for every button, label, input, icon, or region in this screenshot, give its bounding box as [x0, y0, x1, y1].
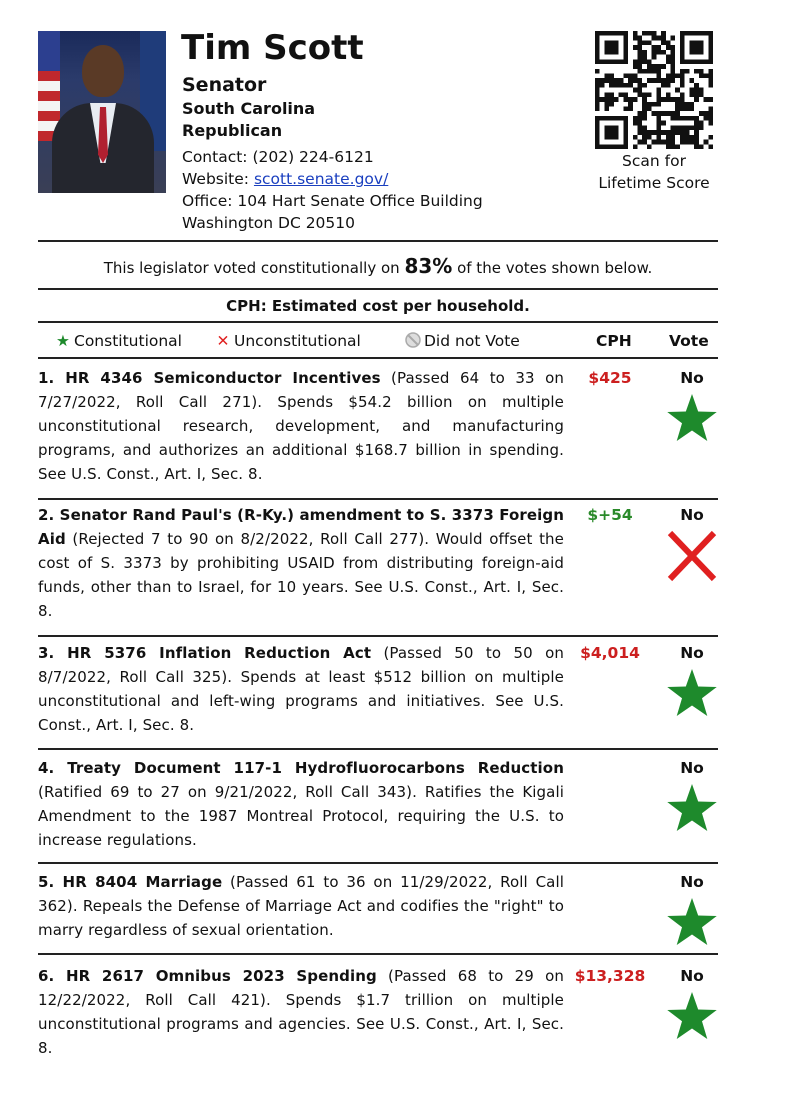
- legislator-title: Senator: [182, 74, 267, 96]
- summary-prefix: This legislator voted constitutionally on: [103, 259, 405, 277]
- star-icon: [664, 665, 720, 721]
- constitutional-score-summary: [38, 252, 718, 282]
- vote-description: [38, 756, 564, 852]
- vote-details: (Passed 68 to 29 on 12/22/2022, Roll Call 421). Spends $1.7 trillion on multiple unconstitutional programs and agencies. See U.S. Const., Art. I, Sec. 8.: [38, 967, 564, 1057]
- legislator-photo: [38, 31, 166, 193]
- legend-constitutional-label: Constitutional: [74, 332, 182, 350]
- column-header-cph: CPH: [596, 332, 632, 350]
- vote-title: 6. HR 2617 Omnibus 2023 Spending: [38, 967, 377, 985]
- vote-details: (Passed 50 to 50 on 8/7/2022, Roll Call 325). Spends at least $512 billion on multiple unconstitutional and left-wing programs and initiatives. See U.S. Const., Art. I, Sec. 8.: [38, 644, 564, 734]
- portrait-head: [82, 45, 124, 97]
- divider: [38, 321, 718, 323]
- vote-label: No: [680, 644, 704, 662]
- vote-cph: $4,014: [580, 644, 640, 662]
- vote-cph: $13,328: [574, 967, 646, 985]
- vote-details: (Passed 61 to 36 on 11/29/2022, Roll Call 362). Repeals the Defense of Marriage Act and codifies the "right" to marry regardless of sexual orientation.: [38, 873, 564, 939]
- vote-label: No: [680, 759, 704, 777]
- contact-phone: Contact: (202) 224-6121: [182, 148, 374, 166]
- vote-description: [38, 964, 564, 1060]
- office-address-line2: Washington DC 20510: [182, 214, 356, 232]
- x-icon: [664, 527, 720, 583]
- star-icon: [664, 988, 720, 1044]
- vote-details: (Rejected 7 to 90 on 8/2/2022, Roll Call 277). Would offset the cost of S. 3373 by prohibiting USAID from distributing foreign-aid funds, other than to Israel, for 10 years. See U.S. Const., Art. I, Sec. 8.: [38, 530, 564, 620]
- star-icon: [664, 390, 720, 446]
- qr-caption-line2: Lifetime Score: [598, 174, 710, 192]
- qr-code-icon[interactable]: [595, 31, 713, 149]
- vote-label: No: [680, 873, 704, 891]
- legend-unconstitutional: [212, 329, 361, 353]
- score-percent: 83%: [404, 254, 453, 278]
- vote-title: 3. HR 5376 Inflation Reduction Act: [38, 644, 372, 662]
- website-link[interactable]: scott.senate.gov/: [253, 170, 389, 188]
- qr-caption-line1: Scan for: [622, 152, 686, 170]
- divider: [38, 240, 718, 242]
- divider: [38, 862, 718, 864]
- summary-suffix: of the votes shown below.: [452, 259, 653, 277]
- divider: [38, 748, 718, 750]
- vote-title: 5. HR 8404 Marriage: [38, 873, 223, 891]
- x-icon: ✕: [216, 332, 230, 350]
- qr-caption: [580, 150, 728, 194]
- legend-did-not-vote-label: Did not Vote: [424, 332, 520, 350]
- divider: [38, 357, 718, 359]
- vote-label: No: [680, 506, 704, 524]
- vote-details: (Ratified 69 to 27 on 9/21/2022, Roll Call 343). Ratifies the Kigali Amendment to the 1987 Montreal Protocol, requiring the U.S. to increase regulations.: [38, 783, 564, 849]
- legend-did-not-vote: [402, 329, 520, 353]
- column-header-vote: Vote: [669, 332, 709, 350]
- vote-title: 4. Treaty Document 117-1 Hydrofluorocarbons Reduction: [38, 759, 564, 777]
- star-icon: [664, 894, 720, 950]
- vote-label: No: [680, 967, 704, 985]
- vote-description: [38, 870, 564, 942]
- star-icon: [664, 780, 720, 836]
- legend-constitutional: [52, 329, 182, 353]
- divider: [38, 288, 718, 290]
- vote-details: (Passed 64 to 33 on 7/27/2022, Roll Call 271). Spends $54.2 billion on multiple unconstitutional research, development, and manufacturing programs, and authorizes an additional $168.7 billion in spending. See U.S. Const., Art. I, Sec. 8.: [38, 369, 564, 483]
- vote-label: No: [680, 369, 704, 387]
- divider: [38, 498, 718, 500]
- vote-cph: $+54: [587, 506, 633, 524]
- cph-heading: CPH: Estimated cost per household.: [226, 297, 530, 315]
- vote-description: [38, 503, 564, 623]
- legislator-party: Republican: [182, 121, 283, 140]
- website-label: Website:: [182, 170, 254, 188]
- website-line: [182, 168, 388, 190]
- legislator-state: South Carolina: [182, 99, 316, 118]
- vote-description: [38, 366, 564, 486]
- divider: [38, 635, 718, 637]
- legislator-name: Tim Scott: [181, 28, 364, 68]
- vote-description: [38, 641, 564, 737]
- did-not-vote-icon: [402, 329, 424, 353]
- vote-title: 1. HR 4346 Semiconductor Incentives: [38, 369, 381, 387]
- vote-cph: $425: [588, 369, 632, 387]
- divider: [38, 953, 718, 955]
- star-icon: ★: [56, 332, 70, 350]
- vote-title: 2. Senator Rand Paul's (R-Ky.) amendment to S. 3373 Foreign Aid: [38, 506, 564, 548]
- legend-unconstitutional-label: Unconstitutional: [234, 332, 361, 350]
- office-address-line1: Office: 104 Hart Senate Office Building: [182, 192, 483, 210]
